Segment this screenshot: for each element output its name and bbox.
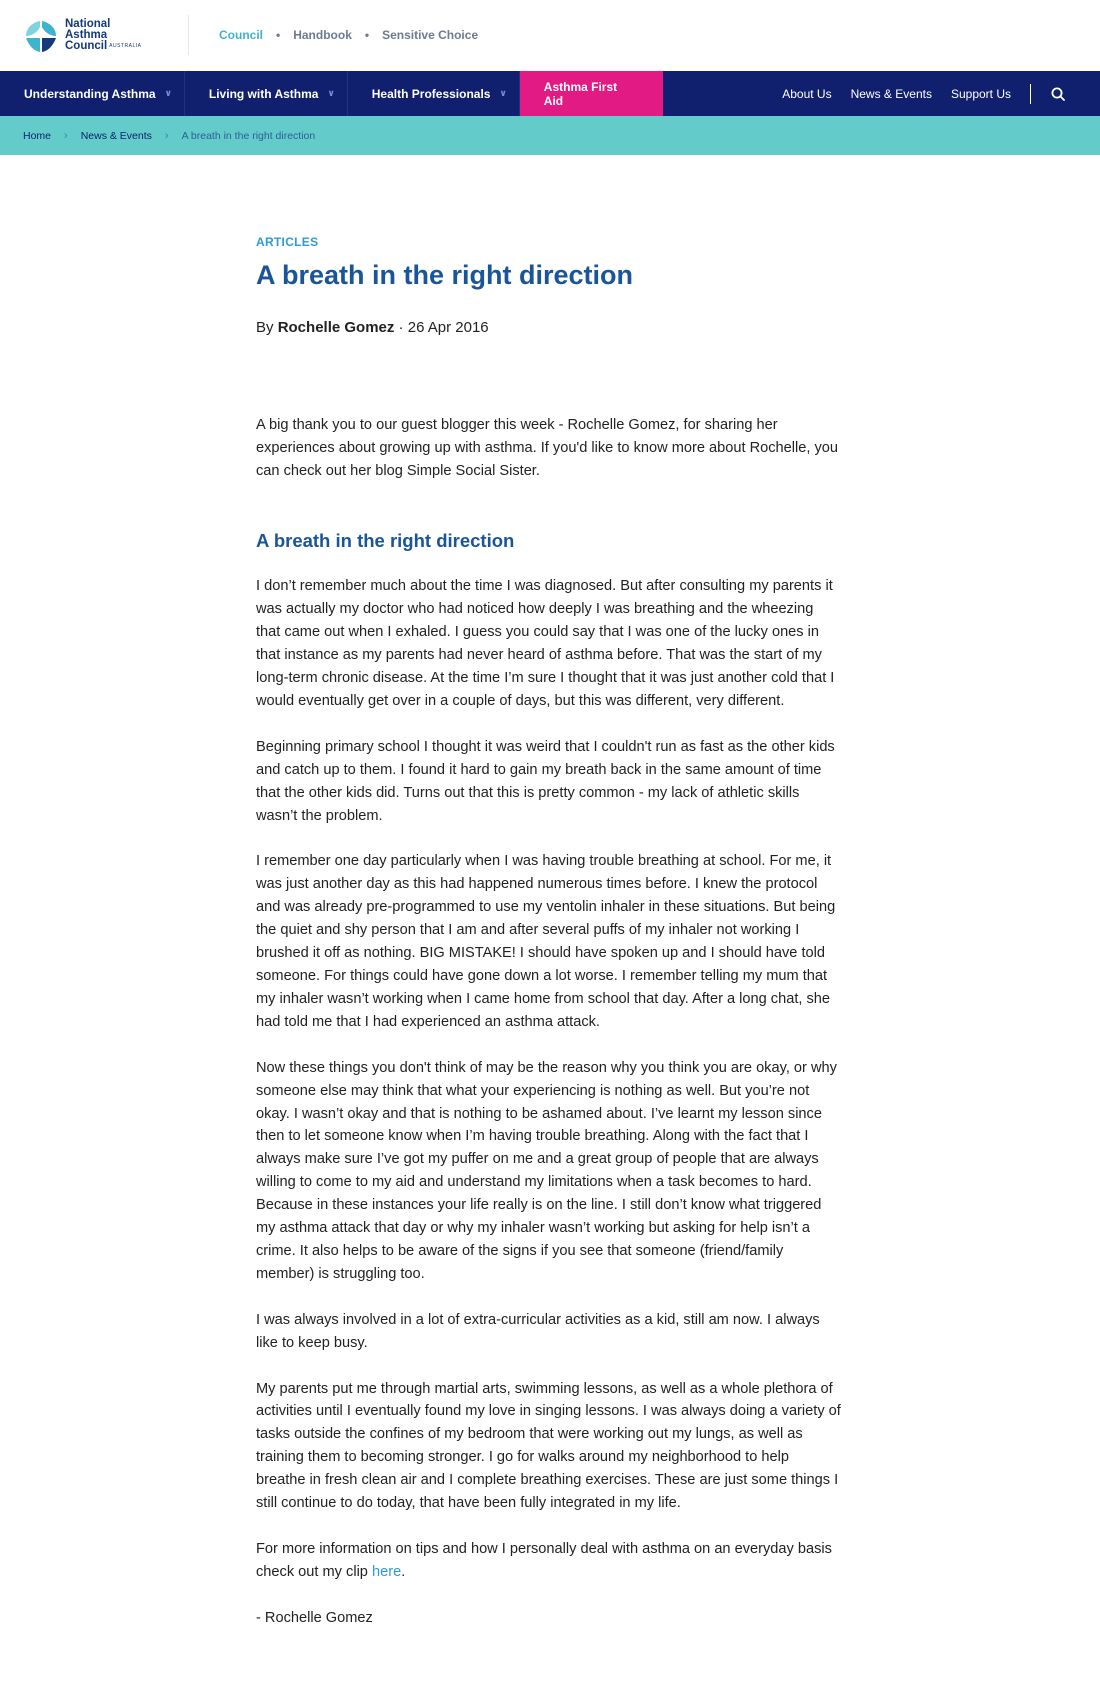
article-date: · 26 Apr 2016 [394, 319, 489, 336]
article-paragraph: I remember one day particularly when I was having trouble breathing at school. For me, it was just another day as this had happened numerous times before. I knew the protocol and was already pre-programmed to use my ventolin inhaler in these situations. But being the quiet and shy person that I am and after several puffs of my inhaler not working I brushed it off as nothing. BIG MISTAKE! I should have spoken up and I should have told someone. For things could have gone down a lot worse. I remember telling my mum that my inhaler wasn’t working when I came home from school that day. After a long chat, she had told me that I had experienced an asthma attack. [256, 853, 836, 1030]
nav-health-professionals[interactable] [348, 71, 520, 116]
top-utility-bar [0, 0, 1100, 71]
topbar-divider [188, 15, 189, 55]
article-category: ARTICLES [256, 235, 319, 249]
sublink-sensitive-choice[interactable]: Sensitive Choice [382, 28, 479, 42]
chevron-right-icon: › [164, 129, 169, 142]
logo-wordmark [65, 19, 141, 52]
nav-news-events[interactable]: News & Events [850, 86, 932, 101]
logo-mark-icon [25, 19, 57, 53]
article-paragraph: I don’t remember much about the time I was diagnosed. But after consulting my parents it was actually my doctor who had noticed how deeply I was breathing and the wheezing that came out when I exhaled. I guess you could say that I was one of the lucky ones in that instance as my parents had never heard of asthma before. That was the start of my long-term chronic disease. At the time I’m sure I thought that it was just another cold that I would eventually get over in a couple of days, but this was different, very different. [256, 578, 835, 709]
nav-support-us[interactable]: Support Us [950, 86, 1011, 101]
sublink-separator: • [276, 28, 281, 42]
sublink-council[interactable]: Council [219, 28, 263, 42]
main-nav [0, 71, 1100, 116]
search-icon[interactable] [1050, 86, 1066, 102]
page-title: A breath in the right direction [256, 260, 634, 290]
chevron-right-icon: › [64, 129, 68, 142]
nav-about-us[interactable]: About Us [782, 86, 832, 101]
logo-sub: AUSTRALIA [109, 43, 142, 49]
byline-prefix: By [256, 319, 278, 336]
article [256, 235, 841, 1653]
author-name: Rochelle Gomez [277, 319, 395, 336]
article-closing [256, 1538, 841, 1584]
closing-text: For more information on tips and how I personally deal with asthma on an everyday basis check out my clip [256, 1541, 832, 1580]
closing-end: . [401, 1563, 406, 1580]
nav-item-label: Living with Asthma [208, 86, 319, 101]
article-intro: A big thank you to our guest blogger this week - Rochelle Gomez, for sharing her experiences about growing up with asthma. If you'd like to know more about Rochelle, you can check out her blog Simple Social Sister. [256, 417, 838, 479]
article-paragraph: I was always involved in a lot of extra-curricular activities as a kid, still am now. I always like to keep busy. [256, 1311, 820, 1351]
nav-right-group [782, 71, 1100, 116]
article-paragraph: Now these things you don't think of may be the reason why you think you are okay, or why someone else may think that what your experiencing is nothing as well. But you’re not okay. I wasn’t okay and that is nothing to be ashamed about. I’ve learnt my lesson since then to let someone know when I’m having trouble breathing. Along with the fact that I always make sure I’ve got my puffer on me and a great group of people that are always willing to come to my aid and understand my limitations when a task becomes to hard. Because in these instances your life really is on the line. I still don’t know what triggered my asthma attack that day or why my inhaler wasn’t working but asking for help isn’t a crime. It also helps to be aware of the signs if you see that someone (friend/family member) is struggling too. [256, 1059, 837, 1282]
logo-line3: Council [65, 40, 108, 52]
sublink-separator: • [364, 28, 370, 42]
chevron-down-icon: ∨ [327, 88, 335, 98]
national-asthma-council-logo[interactable] [25, 16, 141, 56]
nav-item-label: Health Professionals [371, 86, 491, 101]
article-heading: A breath in the right direction [256, 530, 515, 552]
article-byline [256, 319, 841, 336]
breadcrumb-home[interactable]: Home [23, 129, 52, 142]
nav-item-label: Understanding Asthma [24, 86, 156, 101]
nav-divider [1030, 84, 1031, 104]
chevron-down-icon: ∨ [164, 88, 172, 98]
breadcrumb [0, 116, 1100, 155]
logo-line2: Asthma [65, 29, 108, 41]
article-signoff: - Rochelle Gomez [256, 1609, 373, 1626]
nav-understanding-asthma[interactable] [0, 71, 185, 116]
sub-site-links [219, 28, 478, 42]
article-paragraph: Beginning primary school I thought it was weird that I couldn't run as fast as the other kids and catch up to them. I found it hard to gain my breath back in the same amount of time that the other kids did. Turns out that this is pretty common - my lack of athletic skills wasn’t the problem. [256, 738, 835, 824]
nav-living-with-asthma[interactable] [185, 71, 348, 116]
chevron-down-icon: ∨ [499, 88, 507, 98]
nav-asthma-first-aid[interactable]: Asthma First Aid [520, 71, 663, 116]
breadcrumb-news-events[interactable]: News & Events [80, 129, 152, 142]
sublink-handbook[interactable]: Handbook [293, 28, 352, 42]
breadcrumb-current: A breath in the right direction [181, 129, 316, 142]
clip-link[interactable]: here [371, 1563, 402, 1580]
article-paragraph: My parents put me through martial arts, swimming lessons, as well as a whole plethora of activities until I eventually found my love in singing lessons. I was always doing a variety of tasks outside the confines of my bedroom that were working out my lungs, as well as training them to becoming stronger. I go for walks around my neighborhood to help breathe in fresh clean air and I complete breathing exercises. These are just some things I still continue to do today, that have been fully integrated in my life. [256, 1380, 841, 1512]
logo-line1: National [65, 18, 111, 30]
